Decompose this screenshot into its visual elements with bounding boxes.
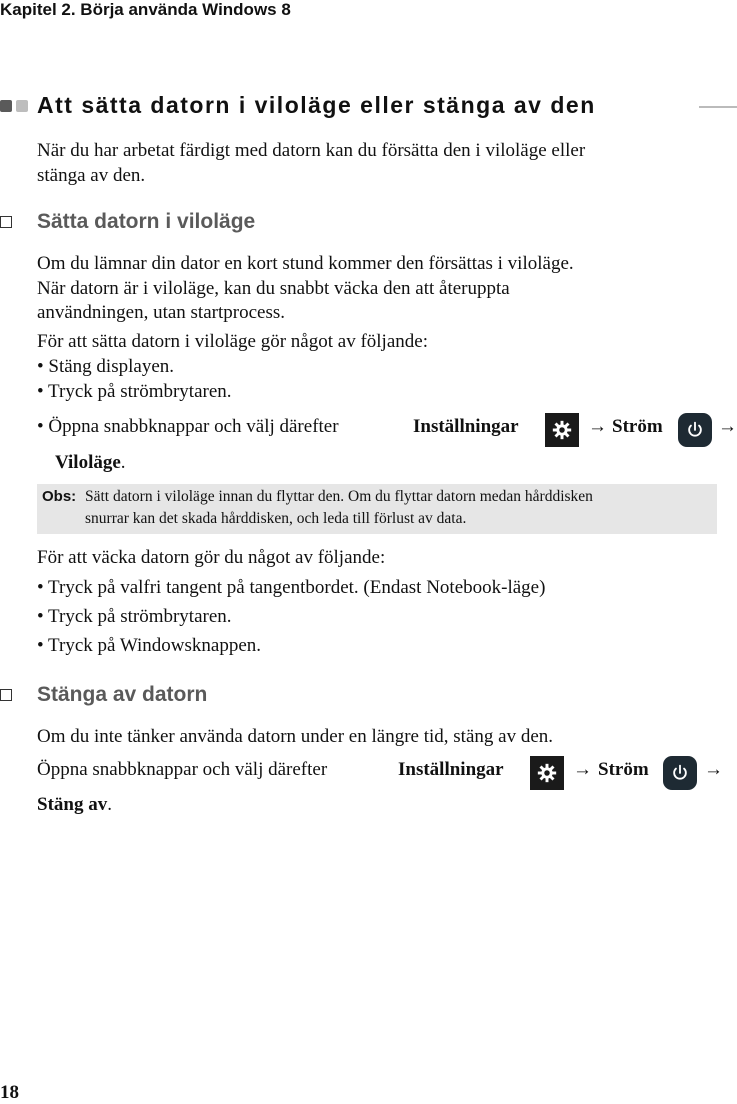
- note-box: [37, 484, 717, 534]
- section-title-row: [0, 92, 737, 126]
- intro-line-1: När du har arbetat färdigt med datorn kan du försätta den i viloläge eller: [37, 140, 586, 161]
- sleep-heading: Sätta datorn i viloläge: [37, 210, 256, 233]
- sleep-arrow-2: →: [718, 416, 737, 437]
- gear-icon: [530, 756, 564, 790]
- sleep-arrow-1: →: [588, 416, 607, 437]
- shutdown-arrow-1: →: [573, 759, 592, 780]
- wake-lead: För att väcka datorn gör du något av följande:: [37, 547, 386, 568]
- shutdown-arrow-2: →: [704, 759, 723, 780]
- shutdown-end-period: .: [107, 794, 112, 815]
- shutdown-para: Om du inte tänker använda datorn under en längre tid, stäng av den.: [37, 726, 553, 747]
- wake-bullet-1: • Tryck på valfri tangent på tangentbordet. (Endast Notebook-läge): [37, 577, 546, 598]
- subsection-square-icon: [0, 689, 12, 701]
- shutdown-gear-icon-box: [530, 756, 564, 790]
- sleep-gear-icon-box: [545, 413, 579, 447]
- sleep-bullet-2: • Tryck på strömbrytaren.: [37, 381, 232, 402]
- intro-line-2: stänga av den.: [37, 165, 146, 186]
- wake-bullet-2: • Tryck på strömbrytaren.: [37, 606, 232, 627]
- sleep-bullet-1: • Stäng displayen.: [37, 356, 174, 377]
- page-number: 18: [0, 1082, 19, 1103]
- shutdown-step-end: [37, 793, 112, 818]
- sleep-end-label: Viloläge: [55, 452, 121, 473]
- sleep-step-row: [37, 413, 737, 447]
- note-label: Obs:: [42, 488, 77, 505]
- title-bullet-light: [16, 100, 28, 112]
- sleep-para-line-3: användningen, utan startprocess.: [37, 302, 285, 323]
- sleep-power-label: Ström: [612, 416, 663, 437]
- title-rule: [699, 106, 737, 108]
- power-icon: [678, 413, 712, 447]
- sleep-lead: För att sätta datorn i viloläge gör något av följande:: [37, 331, 428, 352]
- chapter-header: Kapitel 2. Börja använda Windows 8: [0, 0, 291, 19]
- gear-icon: [545, 413, 579, 447]
- sleep-step-end: [55, 451, 126, 476]
- wake-bullet-3: • Tryck på Windowsknappen.: [37, 635, 262, 656]
- title-bullet-dark: [0, 100, 12, 112]
- shutdown-step-text: Öppna snabbknappar och välj därefter: [37, 759, 328, 780]
- sleep-para-line-1: Om du lämnar din dator en kort stund kommer den försättas i viloläge.: [37, 253, 574, 274]
- shutdown-heading: Stänga av datorn: [37, 683, 208, 706]
- power-icon: [663, 756, 697, 790]
- shutdown-end-label: Stäng av: [37, 794, 108, 815]
- sleep-para-line-2: När datorn är i viloläge, kan du snabbt väcka den att återuppta: [37, 278, 510, 299]
- sleep-step-text: • Öppna snabbknappar och välj därefter: [37, 416, 339, 437]
- shutdown-step-row: [37, 756, 737, 790]
- sleep-end-period: .: [120, 452, 126, 473]
- sleep-power-icon-box: [678, 413, 712, 447]
- section-title: Att sätta datorn i viloläge eller stänga av den: [37, 92, 596, 118]
- sleep-settings-label: Inställningar: [413, 416, 519, 437]
- shutdown-power-label: Ström: [598, 759, 649, 780]
- shutdown-settings-label: Inställningar: [398, 759, 504, 780]
- shutdown-power-icon-box: [663, 756, 697, 790]
- subsection-square-icon: [0, 216, 12, 228]
- note-line-1: Sätt datorn i viloläge innan du flyttar den. Om du flyttar datorn medan hårddisken: [85, 488, 593, 505]
- note-line-2: snurrar kan det skada hårddisken, och leda till förlust av data.: [85, 510, 467, 527]
